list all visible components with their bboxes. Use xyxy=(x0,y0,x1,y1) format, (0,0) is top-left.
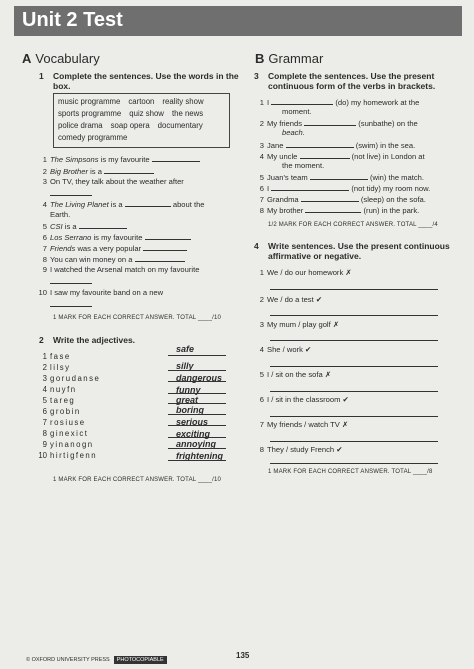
ex1-item-continuation xyxy=(50,276,92,287)
answer-line[interactable] xyxy=(168,425,226,426)
answer-blank[interactable] xyxy=(300,151,350,159)
answer-blank[interactable] xyxy=(104,166,154,174)
unit-header xyxy=(14,6,462,36)
ex3-item: 1 I (do) my homework at the xyxy=(259,98,420,107)
anagram-item: 2 lilsy xyxy=(42,363,71,372)
anagram-item: 3 gorudanse xyxy=(42,374,101,383)
ex3-item-continuation: moment. xyxy=(282,107,312,116)
ex3-item: 7 Grandma (sleep) on the sofa. xyxy=(259,195,426,204)
anagram-item: 8 ginexict xyxy=(42,429,89,438)
answer-blank[interactable] xyxy=(152,154,200,162)
writing-line[interactable] xyxy=(270,340,438,341)
ex4-item: 2 We / do a test ✔ xyxy=(259,295,323,304)
writing-line[interactable] xyxy=(270,391,438,392)
word-box xyxy=(53,93,230,148)
exercise-2-instructions: 2 Write the adjectives. xyxy=(39,335,136,345)
handwritten-answer: funny xyxy=(176,385,201,395)
ex1-item-continuation xyxy=(50,299,92,310)
page-title: Unit 2 Test xyxy=(22,9,123,31)
ex1-item-continuation xyxy=(50,188,92,199)
exercise-4-instructions: 4 Write sentences. Use the present continuous affirmative or negative. xyxy=(254,241,450,261)
handwritten-answer: annoying xyxy=(176,439,216,449)
ex1-item: 9 I watched the Arsenal match on my favourite xyxy=(42,265,200,274)
ex4-item: 7 My friends / watch TV ✗ xyxy=(259,420,349,429)
ex3-item: 4 My uncle (not live) in London at xyxy=(259,152,425,161)
handwritten-answer: safe xyxy=(176,344,195,354)
section-b-title: B Grammar xyxy=(255,51,324,66)
answer-line[interactable] xyxy=(168,437,226,438)
answer-line[interactable] xyxy=(168,403,226,404)
answer-line[interactable] xyxy=(168,381,226,382)
answer-blank[interactable] xyxy=(271,183,349,191)
anagram-item: 9 yinanogn xyxy=(42,440,94,449)
answer-blank[interactable] xyxy=(79,221,127,229)
answer-blank[interactable] xyxy=(305,205,361,213)
publisher-footer: © OXFORD UNIVERSITY PRESS PHOTOCOPIABLE xyxy=(26,657,167,663)
answer-line[interactable] xyxy=(168,393,226,394)
word-box-row: sports programme quiz show the news xyxy=(58,109,204,118)
handwritten-answer: exciting xyxy=(176,429,211,439)
ex4-item: 3 My mum / play golf ✗ xyxy=(259,320,340,329)
answer-blank[interactable] xyxy=(301,194,359,202)
ex1-item: 6 Los Serrano is my favourite xyxy=(38,232,191,243)
word-box-row: comedy programme xyxy=(58,133,128,142)
answer-blank[interactable] xyxy=(271,97,333,105)
answer-line[interactable] xyxy=(168,448,226,449)
answer-line[interactable] xyxy=(168,414,226,415)
page-number: 135 xyxy=(236,651,250,660)
ex3-item: 5 Juan's team (win) the match. xyxy=(259,173,424,182)
handwritten-answer: boring xyxy=(176,405,204,415)
ex4-item: 8 They / study French ✔ xyxy=(259,445,343,454)
handwritten-answer: dangerous xyxy=(176,373,223,383)
ex1-item: 10 I saw my favourite band on a new xyxy=(38,288,164,297)
answer-blank[interactable] xyxy=(286,140,354,148)
writing-line[interactable] xyxy=(270,441,438,442)
ex3-item: 3 Jane (swim) in the sea. xyxy=(259,141,416,150)
handwritten-answer: silly xyxy=(176,361,194,371)
answer-blank[interactable] xyxy=(50,188,92,196)
ex1-item: 8 You can win money on a xyxy=(38,254,185,265)
exercise-1-instructions: 1 Complete the sentences. Use the words in the box. xyxy=(39,71,239,91)
answer-blank[interactable] xyxy=(145,232,191,240)
ex3-item-continuation: beach. xyxy=(282,128,305,137)
ex1-item: 4 The Living Planet is a about the xyxy=(42,200,205,209)
answer-blank[interactable] xyxy=(50,276,92,284)
ex1-item-continuation: Earth. xyxy=(50,210,71,219)
ex4-score: 1 MARK FOR EACH CORRECT ANSWER. TOTAL ____/8 xyxy=(268,469,433,475)
word-box-row: music programme cartoon reality show xyxy=(58,97,204,106)
anagram-item: 7 rosiuse xyxy=(42,418,86,427)
writing-line[interactable] xyxy=(270,366,438,367)
answer-blank[interactable] xyxy=(50,299,92,307)
ex3-score: 1/2 MARK FOR EACH CORRECT ANSWER. TOTAL ____/4 xyxy=(268,222,438,228)
ex1-item: 7 Friends was a very popular xyxy=(38,243,187,254)
answer-line[interactable] xyxy=(168,355,226,356)
anagram-item: 5 tareg xyxy=(42,396,76,405)
ex1-item: 1 The Simpsons is my favourite xyxy=(38,154,200,165)
answer-line[interactable] xyxy=(168,460,226,461)
ex1-item: 5 CSI is a xyxy=(38,221,127,232)
answer-blank[interactable] xyxy=(125,199,171,207)
word-box-row: police drama soap opera documentary xyxy=(58,121,203,130)
handwritten-answer: great xyxy=(176,395,199,405)
ex1-item: 3 On TV, they talk about the weather after xyxy=(42,177,184,186)
answer-blank[interactable] xyxy=(143,243,187,251)
writing-line[interactable] xyxy=(270,289,438,290)
ex4-item: 6 I / sit in the classroom ✔ xyxy=(259,395,349,404)
ex3-item-continuation: the moment. xyxy=(282,161,325,170)
answer-blank[interactable] xyxy=(135,254,185,262)
ex3-item: 6 I (not tidy) my room now. xyxy=(259,184,431,193)
anagram-item: 6 grobin xyxy=(42,407,81,416)
photocopiable-badge: PHOTOCOPIABLE xyxy=(114,656,167,664)
anagram-item: 1 fase xyxy=(42,352,71,361)
handwritten-answer: serious xyxy=(176,417,209,427)
anagram-item: 10 hirtigfenn xyxy=(38,451,98,460)
exercise-3-instructions: 3 Complete the sentences. Use the present continuous form of the verbs in brackets. xyxy=(254,71,436,91)
ex1-score: 1 MARK FOR EACH CORRECT ANSWER. TOTAL ____/10 xyxy=(53,315,222,321)
ex4-item: 1 We / do our homework ✗ xyxy=(259,268,352,277)
answer-blank[interactable] xyxy=(304,118,356,126)
answer-line[interactable] xyxy=(168,370,226,371)
ex4-item: 4 She / work ✔ xyxy=(259,345,312,354)
ex3-item: 8 My brother (run) in the park. xyxy=(259,206,420,215)
handwritten-answer: frightening xyxy=(176,451,223,461)
answer-blank[interactable] xyxy=(310,172,368,180)
writing-line[interactable] xyxy=(270,416,438,417)
ex2-score: 1 MARK FOR EACH CORRECT ANSWER. TOTAL ____/10 xyxy=(53,477,222,483)
ex4-item: 5 I / sit on the sofa ✗ xyxy=(259,370,332,379)
anagram-item: 4 nuyfn xyxy=(42,385,77,394)
writing-line[interactable] xyxy=(270,463,438,464)
ex3-item: 2 My friends (sunbathe) on the xyxy=(259,119,418,128)
writing-line[interactable] xyxy=(270,315,438,316)
ex1-item: 2 Big Brother is a xyxy=(38,166,154,177)
section-a-title: A Vocabulary xyxy=(22,51,100,66)
